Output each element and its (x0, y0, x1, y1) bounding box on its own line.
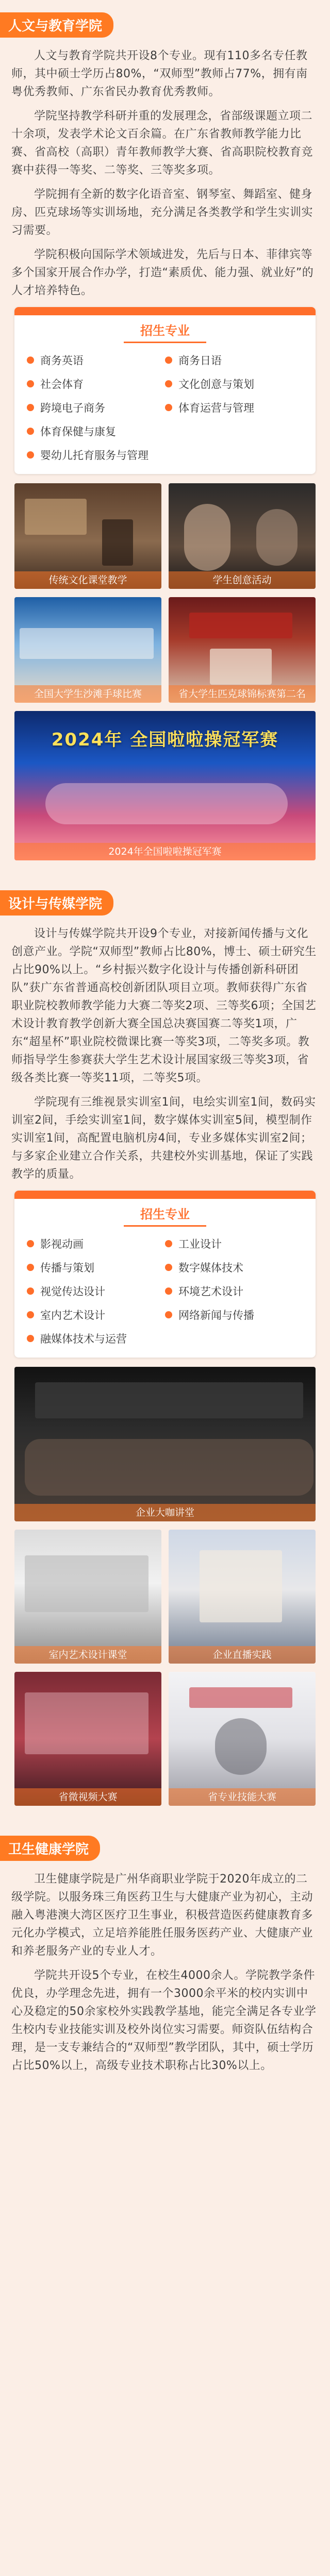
major-label: 体育运营与管理 (178, 402, 254, 414)
major-item (27, 445, 303, 465)
spacer (0, 1816, 330, 1823)
bullet-dot-icon (27, 404, 34, 411)
paragraph: 学院积极向国际学术领域进发，先后与日本、菲律宾等多个国家开展合作办学，打造“素质优、能力强、就业好”的人才培养特色。 (11, 248, 314, 297)
photo-skills-contest (169, 1672, 316, 1806)
section-humanities-education (0, 0, 330, 871)
photo-interior-design-class (14, 1530, 161, 1664)
photo-livestream-practice (169, 1530, 316, 1664)
majors-list (14, 347, 316, 474)
bullet-dot-icon (27, 451, 34, 459)
section-title: 设计与传媒学院 (0, 890, 113, 916)
major-item (165, 1305, 303, 1325)
photo-caption: 室内艺术设计课堂 (14, 1646, 161, 1664)
major-item (27, 1305, 165, 1325)
bullet-dot-icon (165, 1311, 172, 1318)
section-title: 卫生健康学院 (0, 1836, 100, 1861)
major-item (27, 350, 165, 370)
photo-banner-text: 2024年 全国啦啦操冠军赛 (51, 730, 279, 750)
photo-gallery (14, 483, 316, 860)
paragraph: 学院现有三维视景实训室1间，电绘实训室1间，数码实训室2间，手绘实训室1间，数字媒体实训室5间，模型制作实训室1间，高配置电脑机房4间，专业多媒体实训室2间；与多家企业建立合作关系，共建校外实训基地，保证了实践教学的质量。 (11, 1096, 316, 1181)
bullet-dot-icon (165, 1287, 172, 1295)
paragraph: 学院共开设5个专业，在校生4000余人。学院教学条件优良，办学理念先进，拥有一个3000余平米的校内实训中心及稳定的50余家校外实践教学基地，能完全满足各专业学生校内专业技能实训及校外岗位实习需要。师资队伍结构合理，是一支专兼结合的“双师型”教学团队，其中，硕士学历占比50%以上，高级专业技术职称占比30%以上。 (11, 1969, 317, 2072)
major-label: 传播与策划 (40, 1262, 94, 1274)
photo-caption: 省大学生匹克球锦标赛第二名 (169, 685, 316, 703)
major-item (165, 374, 303, 394)
paragraph: 设计与传媒学院共开设9个专业，对接新闻传播与文化创意产业。学院“双师型”教师占比80%，博士、硕士研究生占比90%以上。“乡村振兴数字化设计与传播创新科研团队”获广东省普通高校创新团队项目立项。教师获得广东省职业院校教师教学能力大赛二等奖2项、三等奖6项；全国艺术设计教育教学创新大赛全国总决赛国赛二等奖1项，广东“超星杯”职业院校微课比赛一等奖3项，二等奖多项。教师指导学生参赛获大学生艺术设计展国家级三等奖3项，省级各类比赛一等奖11项，二等奖5项。 (11, 927, 317, 1084)
major-label: 婴幼儿托育服务与管理 (40, 449, 148, 462)
paragraph: 学院拥有全新的数字化语音室、钢琴室、舞蹈室、健身房、匹克球场等实训场地，充分满足各类教学和学生实训实习需要。 (11, 188, 314, 237)
major-label: 影视动画 (40, 1238, 84, 1250)
major-label: 体育保健与康复 (40, 426, 116, 438)
major-item (27, 398, 165, 417)
major-item (27, 374, 165, 394)
major-label: 社会体育 (40, 378, 84, 391)
bullet-dot-icon (27, 1240, 34, 1247)
title-underline (124, 1225, 206, 1227)
major-item (27, 1281, 165, 1301)
major-label: 跨境电子商务 (40, 402, 105, 414)
photo-caption: 传统文化课堂教学 (14, 571, 161, 589)
major-label: 融媒体技术与运营 (40, 1333, 127, 1345)
major-item (27, 1234, 165, 1253)
bullet-dot-icon (27, 1335, 34, 1342)
major-item (27, 1329, 303, 1348)
major-label: 视觉传达设计 (40, 1285, 105, 1298)
major-label: 工业设计 (178, 1238, 222, 1250)
photo-classroom (14, 483, 161, 589)
bullet-dot-icon (165, 1240, 172, 1247)
card-top-bar (14, 1191, 316, 1199)
photo-caption: 省专业技能大赛 (169, 1788, 316, 1806)
photo-caption: 企业直播实践 (169, 1646, 316, 1664)
bullet-dot-icon (27, 1264, 34, 1271)
major-label: 网络新闻与传播 (178, 1309, 254, 1321)
bullet-dot-icon (27, 357, 34, 364)
photo-cheerleading (14, 711, 316, 860)
majors-title (14, 1199, 316, 1231)
paragraph: 人文与教育学院共开设8个专业。现有110多名专任教师，其中硕士学历占80%，“双师型”教师占77%，拥有南粤优秀教师、广东省民办教育优秀教师。 (11, 49, 308, 98)
majors-card (14, 307, 316, 474)
photo-caption: 学生创意活动 (169, 571, 316, 589)
major-label: 数字媒体技术 (178, 1262, 243, 1274)
paragraph: 学院坚持教学科研并重的发展理念，省部级课题立项二十余项，发表学术论文百余篇。在广东省教师教学能力比赛、省高校（高职）青年教师教学大赛、省高职院校教育竞赛中获得一等奖、二等奖、三等奖多项。 (11, 110, 314, 177)
major-item (165, 398, 303, 417)
photo-gallery (14, 1367, 316, 1806)
bullet-dot-icon (27, 1311, 34, 1318)
paragraph: 卫生健康学院是广州华商职业学院于2020年成立的二级学院。以服务珠三角医药卫生与大健康产业为初心，主动融入粤港澳大湾区医疗卫生事业，积极营造医药健康教育多元化办学模式，立足培养能胜任服务医药产业、大健康产业和养老服务产业的专业人才。 (11, 1873, 314, 1958)
photo-caption: 企业大咖讲堂 (14, 1504, 316, 1521)
majors-list (14, 1231, 316, 1358)
major-item (165, 1258, 303, 1277)
photo-caption: 2024年全国啦啦操冠军赛 (14, 843, 316, 860)
spacer (0, 871, 330, 878)
major-label: 商务日语 (178, 354, 222, 367)
section-health (0, 1823, 330, 2086)
major-label: 商务英语 (40, 354, 84, 367)
major-item (165, 1281, 303, 1301)
major-item (27, 421, 303, 441)
majors-title-text: 招生专业 (140, 1207, 190, 1222)
bullet-dot-icon (165, 1264, 172, 1271)
bullet-dot-icon (165, 404, 172, 411)
photo-micro-video-contest (14, 1672, 161, 1806)
photo-pickleball (169, 597, 316, 703)
majors-card (14, 1191, 316, 1358)
majors-title (14, 315, 316, 347)
major-label: 文化创意与策划 (178, 378, 254, 391)
photo-caption: 省微视频大赛 (14, 1788, 161, 1806)
major-label: 室内艺术设计 (40, 1309, 105, 1321)
major-label: 环境艺术设计 (178, 1285, 243, 1298)
bullet-dot-icon (165, 380, 172, 387)
major-item (27, 1258, 165, 1277)
majors-title-text: 招生专业 (140, 324, 190, 338)
bullet-dot-icon (165, 357, 172, 364)
major-item (165, 1234, 303, 1253)
photo-beach-handball (14, 597, 161, 703)
bullet-dot-icon (27, 380, 34, 387)
section-title: 人文与教育学院 (0, 12, 113, 38)
major-item (165, 350, 303, 370)
section-design-media (0, 878, 330, 1816)
card-top-bar (14, 307, 316, 315)
photo-industry-lecture (14, 1367, 316, 1521)
photo-caption: 全国大学生沙滩手球比赛 (14, 685, 161, 703)
photo-creative-activity (169, 483, 316, 589)
bullet-dot-icon (27, 1287, 34, 1295)
bullet-dot-icon (27, 428, 34, 435)
title-underline (124, 342, 206, 343)
